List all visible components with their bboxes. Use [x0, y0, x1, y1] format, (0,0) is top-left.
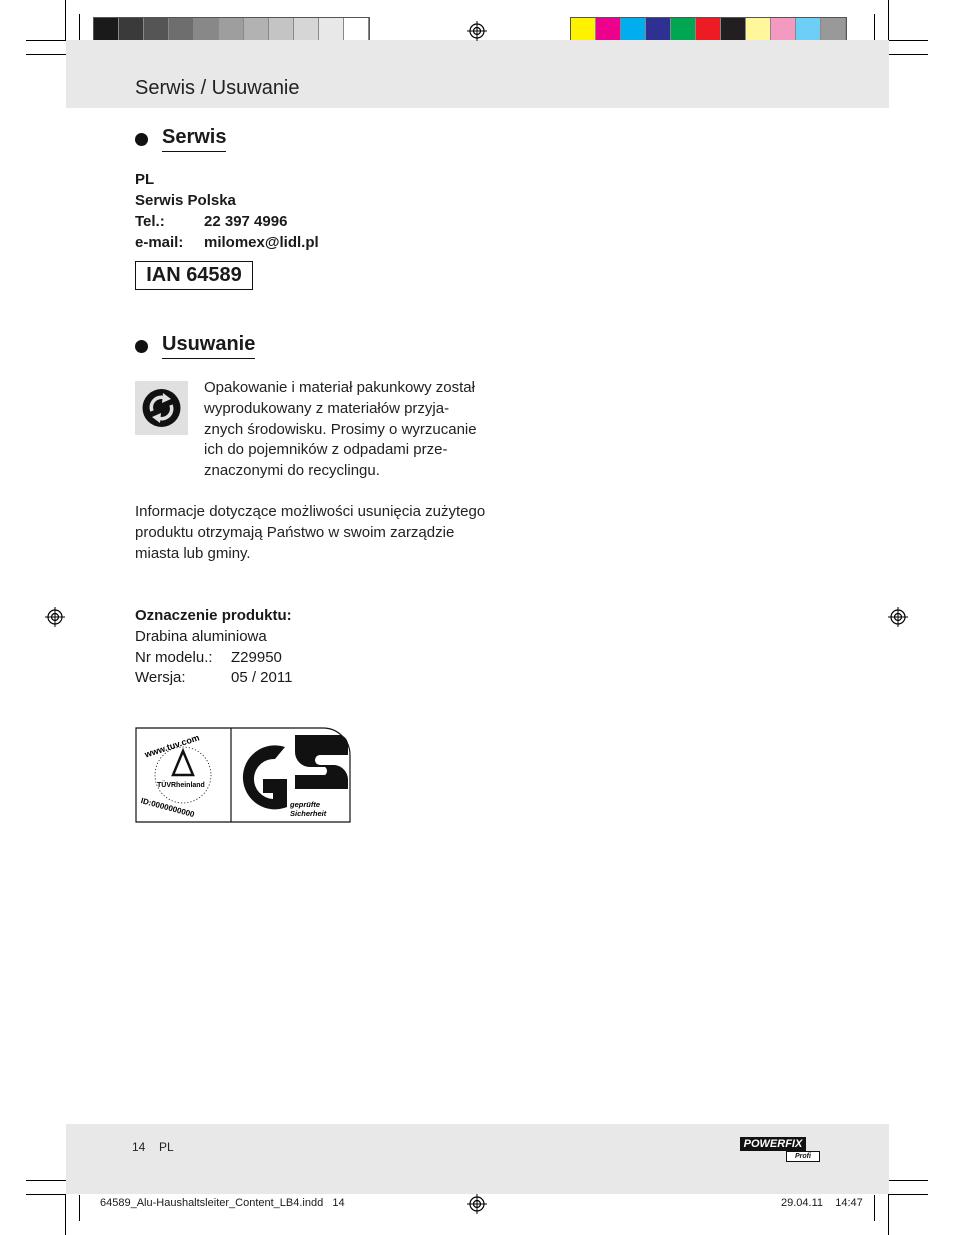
paragraph-line: Opakowanie i materiał pakunkowy został [204, 379, 475, 396]
paragraph-line: miasta lub gminy. [135, 544, 251, 562]
paragraph-line: znaczonymi do recyclingu. [204, 462, 380, 480]
gs-text-line1: geprüfte [290, 800, 320, 809]
powerfix-logo [740, 1137, 818, 1161]
tel-label: Tel.: [135, 213, 165, 230]
bullet-icon [135, 133, 148, 146]
crop-mark [26, 1194, 66, 1195]
paragraph-line: ich do pojemników z odpadami prze- [204, 441, 448, 459]
section-title: Serwis [162, 126, 226, 152]
paragraph-line: wyprodukowany z materiałów przyja- [204, 399, 450, 417]
tuv-brand: TÜVRheinland [157, 782, 205, 789]
version-value: 05 / 2011 [231, 669, 293, 686]
gs-tuv-certificate-logo [135, 727, 351, 823]
registration-mark-icon [467, 1194, 487, 1214]
registration-mark-icon [45, 607, 65, 627]
crop-mark [26, 54, 66, 55]
crop-mark [65, 0, 66, 40]
crop-mark [888, 54, 928, 55]
crop-mark [26, 40, 66, 41]
product-heading: Oznaczenie produktu: [135, 607, 292, 624]
recycle-icon [135, 381, 188, 435]
crop-mark [874, 1195, 875, 1221]
crop-mark [874, 14, 875, 40]
crop-mark [888, 1195, 889, 1235]
brand-sub: Profi [786, 1151, 820, 1162]
version-label: Wersja: [135, 669, 186, 686]
page-title: Serwis / Usuwanie [135, 77, 300, 99]
paragraph-line: produktu otrzymają Państwo w swoim zarządzie [135, 523, 455, 541]
ian-number-box: IAN 64589 [135, 261, 253, 290]
paragraph-line: Informacje dotyczące możliwości usunięcia zużytego [135, 503, 486, 520]
file-name: 64589_Alu-Haushaltsleiter_Content_LB4.indd 14 [100, 1197, 345, 1209]
crop-mark [79, 14, 80, 40]
section-heading-usuwanie [135, 333, 255, 359]
bullet-icon [135, 340, 148, 353]
tuv-id: ID:0000000000 [139, 796, 196, 820]
crop-mark [888, 1194, 928, 1195]
date-time: 29.04.11 14:47 [781, 1197, 863, 1209]
tuv-url: www.tuv.com [143, 732, 201, 760]
service-country: PL [135, 171, 155, 188]
crop-mark [888, 1180, 928, 1181]
model-label: Nr modelu.: [135, 649, 213, 666]
section-heading-serwis [135, 126, 226, 152]
crop-mark [888, 40, 928, 41]
paragraph-line: znych środowisku. Prosimy o wyrzucanie [204, 420, 477, 438]
disposal-info-paragraph [135, 502, 485, 564]
product-name: Drabina aluminiowa [135, 628, 267, 645]
tel-value: 22 397 4996 [204, 213, 288, 230]
recycle-symbol [135, 381, 188, 435]
crop-mark [65, 1195, 66, 1235]
registration-mark-icon [888, 607, 908, 627]
email-label: e-mail: [135, 234, 184, 251]
model-value: Z29950 [231, 649, 282, 666]
footer-language: PL [159, 1140, 174, 1154]
packaging-paragraph [204, 378, 477, 482]
crop-mark [79, 1195, 80, 1221]
email-value[interactable]: milomex@lidl.pl [204, 234, 319, 251]
crop-mark [888, 0, 889, 40]
page-number: 14 [132, 1140, 146, 1154]
section-title: Usuwanie [162, 333, 255, 359]
crop-mark [26, 1180, 66, 1181]
brand-name: POWERFIX [740, 1137, 806, 1151]
gs-text-line2: Sicherheit [290, 809, 327, 818]
registration-mark-icon [467, 21, 487, 41]
service-company: Serwis Polska [135, 192, 236, 209]
